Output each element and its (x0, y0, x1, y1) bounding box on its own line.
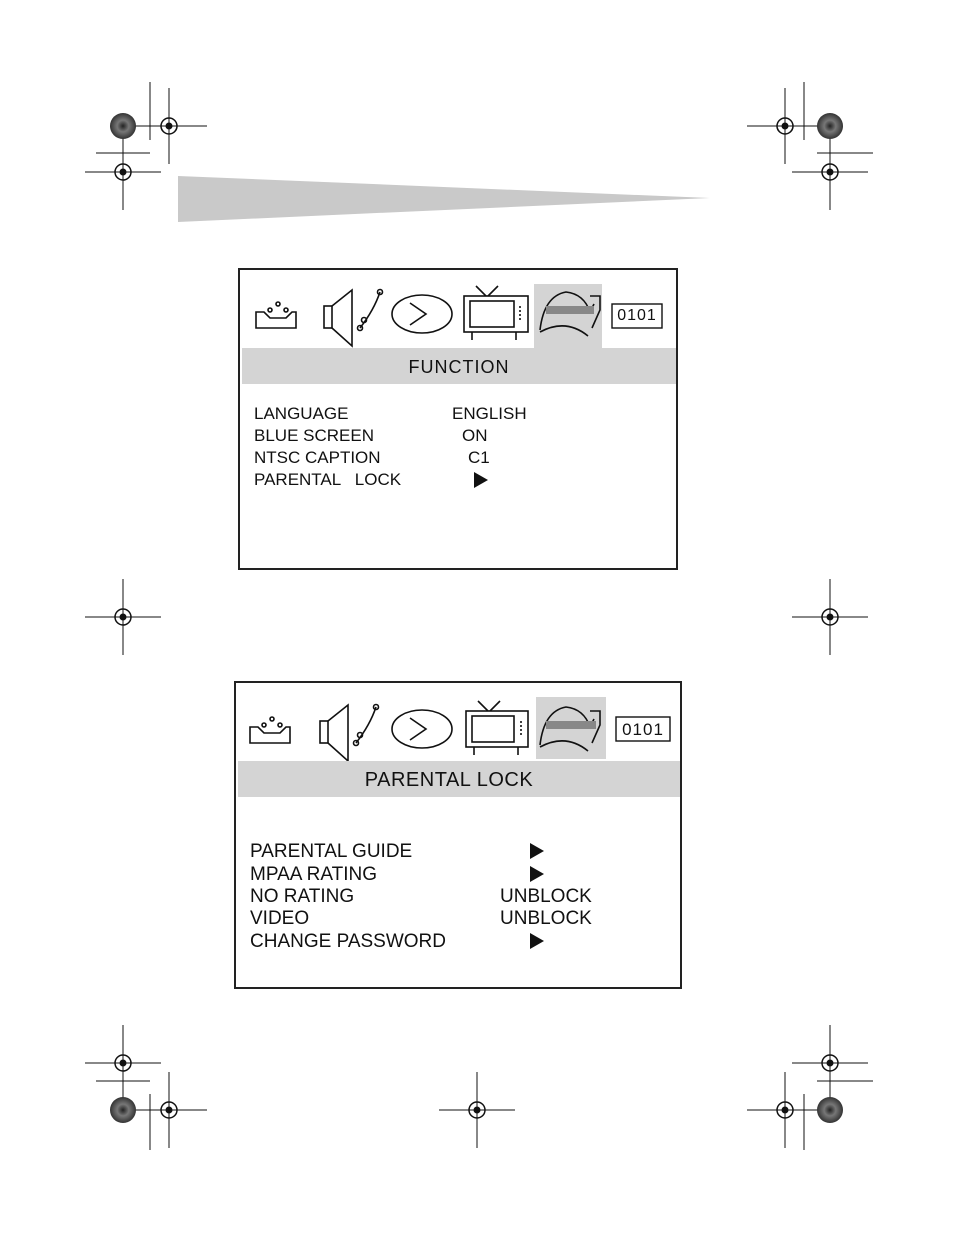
menu-title: FUNCTION (408, 357, 510, 377)
clock-icon[interactable] (392, 295, 452, 333)
registration-target-icon (747, 1072, 823, 1148)
color-bar-swatch (817, 1097, 843, 1123)
code-box-label: 0101 (622, 720, 664, 739)
menu-title-bar (242, 348, 676, 384)
menu-row-label: PARENTAL LOCK (254, 470, 402, 489)
menu-row-no-rating[interactable] (250, 886, 670, 910)
menu-row-blue-screen[interactable] (254, 426, 654, 448)
tv-icon[interactable] (464, 286, 528, 340)
menu-row-change-password[interactable] (250, 931, 670, 955)
parental-lock-menu-panel (234, 681, 682, 989)
right-arrow-icon[interactable] (474, 472, 488, 493)
tv-icon[interactable] (466, 701, 528, 755)
registration-target-icon (439, 1072, 515, 1148)
menu-row-ntsc-caption[interactable] (254, 448, 654, 470)
menu-row-label: CHANGE PASSWORD (250, 931, 447, 952)
menu-row-language[interactable] (254, 404, 654, 426)
registration-target-icon (85, 579, 161, 655)
color-bar-swatch (110, 1097, 136, 1123)
menu-icon-bar (236, 683, 680, 763)
speaker-icon[interactable] (324, 290, 383, 347)
menu-row-value: ENGLISH (452, 404, 527, 423)
menu-row-value: UNBLOCK (500, 886, 592, 907)
registration-target-icon (792, 579, 868, 655)
menu-row-value: C1 (468, 448, 490, 467)
picture-icon[interactable] (256, 302, 296, 328)
menu-row-label: BLUE SCREEN (254, 426, 374, 445)
registration-target-icon (131, 1072, 207, 1148)
picture-icon[interactable] (250, 717, 290, 743)
crop-mark-icon (96, 1081, 873, 1150)
registration-target-icon (85, 1025, 161, 1101)
right-arrow-icon[interactable] (530, 843, 544, 865)
menu-title: PARENTAL LOCK (364, 769, 534, 791)
menu-row-parental-lock[interactable] (254, 470, 654, 492)
menu-title-bar (238, 761, 680, 797)
menu-row-value: UNBLOCK (500, 908, 592, 929)
speaker-icon[interactable] (320, 705, 379, 762)
function-menu-panel (238, 268, 678, 570)
menu-row-video[interactable] (250, 908, 670, 932)
selected-tab-background (534, 284, 602, 348)
clock-icon[interactable] (392, 710, 452, 748)
menu-row-label: LANGUAGE (254, 404, 349, 423)
menu-row-parental-guide[interactable] (250, 841, 670, 865)
menu-row-value: ON (462, 426, 488, 445)
menu-row-label: NO RATING (250, 886, 355, 907)
header-wedge (0, 0, 954, 240)
menu-row-label: NTSC CAPTION (254, 448, 381, 467)
right-arrow-icon[interactable] (530, 866, 544, 888)
menu-row-label: PARENTAL GUIDE (250, 841, 413, 862)
menu-row-label: MPAA RATING (250, 864, 378, 885)
code-box-label: 0101 (617, 307, 657, 324)
menu-row-label: VIDEO (250, 908, 310, 929)
registration-target-icon (792, 1025, 868, 1101)
menu-icon-bar (240, 270, 676, 350)
menu-row-mpaa-rating[interactable] (250, 864, 670, 888)
right-arrow-icon[interactable] (530, 933, 544, 955)
